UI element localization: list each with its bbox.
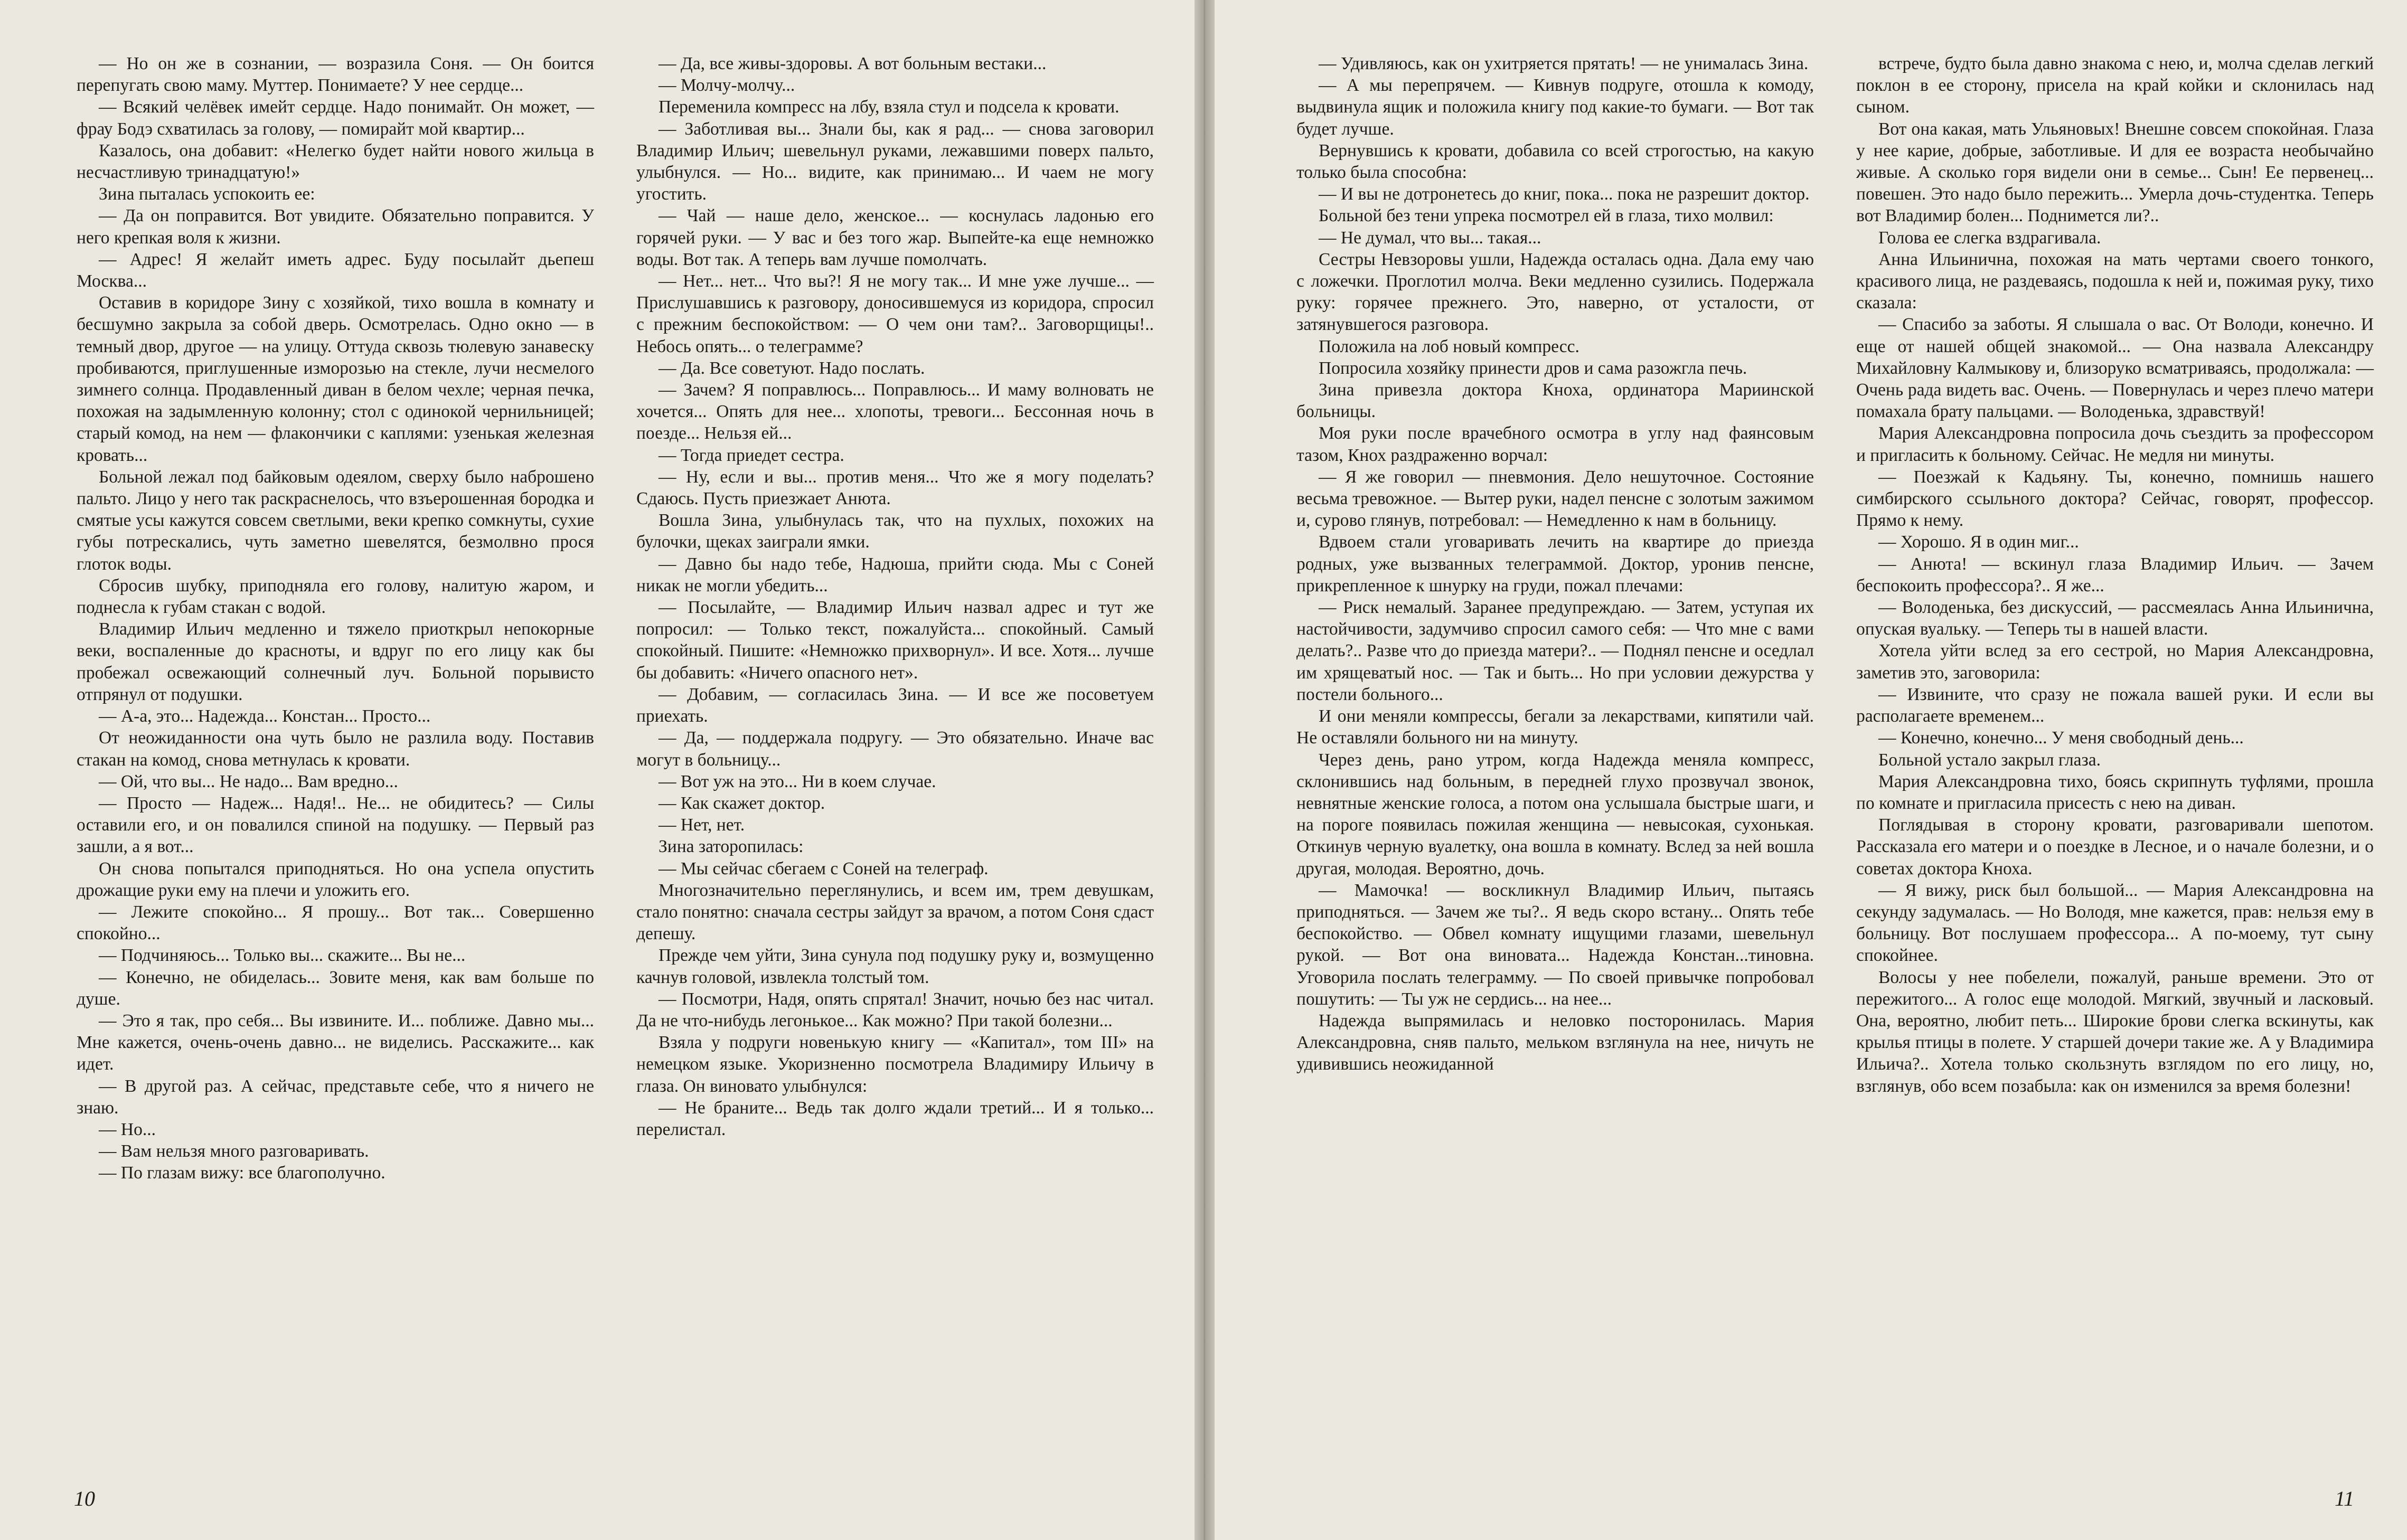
paragraph: — Спасибо за заботы. Я слышала о вас. От Володи, конечно. И еще от нашей общей знакомой... — Она назвала Александру Михайловну Калмыкову и, близоруко всматриваясь, продолжала: — Очень рада видеть вас. Очень. — Повернулась и через плечо матери помахала брату пальцами. — Володенька, здравствуй!	[1856, 315, 2374, 422]
paragraph: Он снова попытался приподняться. Но она успела опустить дрожащие руки ему на плечи и уложить его.	[77, 858, 594, 900]
paragraph: — По глазам вижу: все благополучно.	[99, 1163, 386, 1183]
paragraph: Больной лежал под байковым одеялом, сверху было наброшено пальто. Лицо у него так раскраснелось, что взъерошенная бородка и смятые усы кажутся совсем светлыми, веки крепко сомкнуты, сухие губы потрескались, чуть заметно шевелятся, безмолвно прося глоток воды.	[77, 467, 594, 574]
right-page-column-2	[1856, 53, 2374, 1097]
paragraph: Мария Александровна попросила дочь съездить за профессором и пригласить к больному. Сейчас. Не медля ни минуты.	[1856, 423, 2374, 465]
paragraph: Вдвоем стали уговаривать лечить на квартире до приезда родных, уже вызванных телеграммой. Доктор, уронив пенсне, прикрепленное к шнурку на груди, пожал плечами:	[1296, 532, 1814, 596]
paragraph: Зина пыталась успокоить ее:	[99, 184, 315, 204]
paragraph: — Поезжай к Кадьяну. Ты, конечно, помнишь нашего симбирского ссыльного доктора? Сейчас, говорят, профессор. Прямо к нему.	[1856, 467, 2374, 531]
paragraph: — Нет... нет... Что вы?! Я не могу так... И мне уже лучше... — Прислушавшись к разговору, доносившемуся из коридора, спросил с прежним беспокойством: — О чем они там?.. Заговорщицы!.. Небось опять... о телеграмме?	[636, 271, 1154, 356]
paragraph: — Мамочка! — воскликнул Владимир Ильич, пытаясь приподняться. — Зачем же ты?.. Я ведь скоро встану... Опять тебе беспокойство. — Обвел комнату ищущими глазами, шевельнул рукой. — Вот она виновата... Надежда Констан...тиновна. Уговорила послать телеграмму. — По своей привычке попробовал пошутить: — Ты уж не сердись... на нее...	[1296, 880, 1814, 1009]
paragraph: Оставив в коридоре Зину с хозяйкой, тихо вошла в комнату и бесшумно закрыла за собой дверь. Осмотрелась. Одно окно — в темный двор, другое — на улицу. Оттуда сквозь тюлевую занавеску пробиваются, приглушенные изморозью на стекле, лучи несмелого зимнего солнца. Продавленный диван в белом чехле; черная печка, похожая на задымленную колонну; стол с одинокой чернильницей; старый комод, на нем — флакончики с каплями: узенькая железная кровать...	[77, 293, 594, 465]
paragraph: Попросила хозяйку принести дров и сама разожгла печь.	[1319, 358, 1747, 378]
paragraph: — Всякий челёвек имейт сердце. Надо понимайт. Он может, — фрау Бодэ схватилась за голову, — помирайт мой квартир...	[77, 97, 594, 139]
paragraph: Волосы у нее побелели, пожалуй, раньше времени. Это от пережитого... А голос еще молодой. Мягкий, звучный и ласковый. Она, вероятно, любит петь... Широкие брови слегка вскинуты, как крылья птицы в полете. У старшей дочери такие же. А у Владимира Ильича?.. Хотела только скользнуть взглядом по его лицу, но, взглянув, обо всем позабыла: как он изменился за время болезни!	[1856, 967, 2374, 1096]
paragraph: — Вам нельзя много разговаривать.	[99, 1141, 369, 1161]
paragraph: Через день, рано утром, когда Надежда меняла компресс, склонившись над больным, в передней глухо прозвучал звонок, невнятные женские голоса, а потом она услышала быстрые шаги, и на пороге появилась пожилая женщина — невысокая, сухонькая. Откинув черную вуалетку, она вошла в комнату. Вслед за ней вошла другая, молодая. Вероятно, дочь.	[1296, 750, 1814, 878]
paragraph: — Но...	[99, 1119, 156, 1139]
paragraph: — Я вижу, риск был большой... — Мария Александровна на секунду задумалась. — Но Володя, мне кажется, прав: нельзя ему в больницу. Вот послушаем профессора... А по-моему, тут сыну спокойнее.	[1856, 880, 2374, 966]
paragraph: — Мы сейчас сбегаем с Соней на телеграф.	[659, 858, 989, 878]
paragraph: — Удивляюсь, как он ухитряется прятать! — не унималась Зина.	[1319, 54, 1809, 73]
paragraph: — Не браните... Ведь так долго ждали третий... И я только... перелистал.	[636, 1098, 1154, 1139]
paragraph: Сестры Невзоровы ушли, Надежда осталась одна. Дала ему чаю с ложечки. Проглотил молча. Веки медленно сузились. Подержала руку: горячее прежнего. Это, наверно, от усталости, от затянувшегося разговора.	[1296, 249, 1814, 335]
paragraph: — Да, все живы-здоровы. А вот больным вестаки...	[659, 54, 1047, 73]
paragraph: — Просто — Надеж... Надя!.. Не... не обидитесь? — Силы оставили его, и он повалился спиной на подушку. — Первый раз зашли, а я вот...	[77, 793, 594, 857]
paragraph: — Да, — поддержала подругу. — Это обязательно. Иначе вас могут в больницу...	[636, 728, 1154, 770]
paragraph: Больной без тени упрека посмотрел ей в глаза, тихо молвил:	[1319, 206, 1774, 226]
paragraph: Положила на лоб новый компресс.	[1319, 336, 1579, 356]
paragraph: — Лежите спокойно... Я прошу... Вот так... Совершенно спокойно...	[77, 902, 594, 944]
paragraph: — Конечно, конечно... У меня свободный день...	[1878, 728, 2244, 748]
paragraph: — Посылайте, — Владимир Ильич назвал адрес и тут же попросил: — Только текст, пожалуйста... спокойный. Самый спокойный. Пишите: «Немножко прихворнул». И все. Хотя... лучше бы добавить: «Ничего опасного нет».	[636, 598, 1154, 683]
paragraph: — А-а, это... Надежда... Констан... Просто...	[99, 706, 431, 726]
paragraph: — Не думал, что вы... такая...	[1319, 228, 1541, 248]
paragraph: — Адрес! Я желайт иметь адрес. Буду посылайт дьепеш Москва...	[77, 249, 594, 291]
paragraph: — Ой, что вы... Не надо... Вам вредно...	[99, 771, 398, 791]
paragraph: — Заботливая вы... Знали бы, как я рад... — снова заговорил Владимир Ильич; шевельнул руками, лежавшими поверх пальто, улыбнулся. — Но... видите, как принимаю... И чаем не могу угостить.	[636, 119, 1154, 204]
paragraph: Мария Александровна тихо, боясь скрипнуть туфлями, прошла по комнате и пригласила присесть с нею на диван.	[1856, 771, 2374, 813]
paragraph: Вернувшись к кровати, добавила со всей строгостью, на какую только была способна:	[1296, 140, 1814, 183]
paragraph: Вошла Зина, улыбнулась так, что на пухлых, похожих на булочки, щеках заиграли ямки.	[636, 511, 1154, 552]
paragraph: — Да. Все советуют. Надо послать.	[659, 358, 925, 378]
paragraph: — Молчу-молчу...	[659, 75, 795, 96]
left-page-number: 10	[74, 1487, 95, 1510]
left-page-column-2	[636, 53, 1154, 1140]
paragraph: Поглядывая в сторону кровати, разговаривали шепотом. Рассказала его матери и о поездке в Лесное, и о начале болезни, и о советах доктора Кноха.	[1856, 815, 2374, 878]
paragraph: Больной устало закрыл глаза.	[1878, 750, 2101, 770]
book-gutter	[1195, 0, 1215, 1540]
paragraph: Переменила компресс на лбу, взяла стул и подсела к кровати.	[659, 97, 1120, 117]
paragraph: — И вы не дотронетесь до книг, пока... пока не разрешит доктор.	[1319, 184, 1810, 204]
paragraph: — Риск немалый. Заранее предупреждаю. — Затем, уступая их настойчивости, задумчиво спросил самого себя: — Что мне с вами делать?.. Разве что до приезда матери?.. — Поднял пенсне и оседлал им хрящеватый нос. — Так и быть... Но при условии дежурства у постели больного...	[1296, 598, 1814, 704]
paragraph: Многозначительно переглянулись, и всем им, трем девушкам, стало понятно: сначала сестры зайдут за врачом, а потом Соня сдаст депешу.	[636, 880, 1154, 944]
paragraph: — Тогда приедет сестра.	[659, 445, 844, 465]
paragraph: — Подчиняюсь... Только вы... скажите... Вы не...	[99, 946, 466, 966]
paragraph: — Это я так, про себя... Вы извините. И... поближе. Давно мы... Мне кажется, очень-очень давно... не виделись. Расскажите... как идет.	[77, 1010, 594, 1074]
paragraph: встрече, будто была давно знакома с нею, и, молча сделав легкий поклон в ее сторону, присела на край койки и склонилась над сыном.	[1856, 54, 2374, 117]
paragraph: Взяла у подруги новенькую книгу — «Капитал», том III» на немецком языке. Укоризненно посмотрела Владимиру Ильичу в глаза. Он виновато улыбнулся:	[636, 1033, 1154, 1096]
left-page-column-1	[77, 53, 594, 1184]
left-page	[0, 0, 1195, 1540]
paragraph: — Володенька, без дискуссий, — рассмеялась Анна Ильинична, опуская вуальку. — Теперь ты в нашей власти.	[1856, 598, 2374, 639]
paragraph: — Зачем? Я поправлюсь... Поправлюсь... И маму волновать не хочется... Опять для нее... хлопоты, тревоги... Бессонная ночь в поезде... Нельзя ей...	[636, 380, 1154, 443]
paragraph: Прежде чем уйти, Зина сунула под подушку руку и, возмущенно качнув головой, извлекла толстый том.	[636, 946, 1154, 987]
paragraph: — Добавим, — согласилась Зина. — И все же посоветуем приехать.	[636, 684, 1154, 726]
right-page-column-1	[1296, 53, 1814, 1075]
paragraph: — Извините, что сразу не пожала вашей руки. И если вы располагаете временем...	[1856, 684, 2374, 726]
paragraph: — Анюта! — вскинул глаза Владимир Ильич. — Зачем беспокоить профессора?.. Я же...	[1856, 554, 2374, 596]
paragraph: Голова ее слегка вздрагивала.	[1878, 228, 2101, 248]
paragraph: Сбросив шубку, приподняла его голову, налитую жаром, и поднесла к губам стакан с водой.	[77, 575, 594, 618]
right-page-number: 11	[2334, 1487, 2354, 1510]
paragraph: — Как скажет доктор.	[659, 793, 825, 813]
paragraph: Моя руки после врачебного осмотра в углу над фаянсовым тазом, Кнох раздраженно ворчал:	[1296, 423, 1814, 465]
paragraph: От неожиданности она чуть было не разлила воду. Поставив стакан на комод, снова метнулась к кровати.	[77, 728, 594, 770]
paragraph: — Посмотри, Надя, опять спрятал! Значит, ночью без нас читал. Да не что-нибудь легонькое... Как можно? При такой болезни...	[636, 989, 1154, 1031]
paragraph: Надежда выпрямилась и неловко посторонилась. Мария Александровна, сняв пальто, мельком взглянула на нее, ничуть не удивившись неожиданной	[1296, 1010, 1814, 1074]
paragraph: — Вот уж на это... Ни в коем случае.	[659, 771, 936, 791]
paragraph: — Я же говорил — пневмония. Дело нешуточное. Состояние весьма тревожное. — Вытер руки, надел пенсне с золотым зажимом и, сурово глянув, потребовал: — Немедленно к нам в больницу.	[1296, 467, 1814, 531]
paragraph: Зина привезла доктора Кноха, ординатора Мариинской больницы.	[1296, 380, 1814, 422]
paragraph: Владимир Ильич медленно и тяжело приоткрыл непокорные веки, воспаленные до красноты, и вдруг по его лицу как бы пробежал освежающий солнечный луч. Больной порывисто отпрянул от подушки.	[77, 619, 594, 704]
paragraph: — А мы перепрячем. — Кивнув подруге, отошла к комоду, выдвинула ящик и положила книгу под какие-то бумаги. — Вот так будет лучше.	[1296, 75, 1814, 139]
paragraph: — Чай — наше дело, женское... — коснулась ладонью его горячей руки. — У вас и без того жар. Выпейте-ка еще немножко воды. Вот так. А теперь вам лучше помолчать.	[636, 206, 1154, 269]
paragraph: Анна Ильинична, похожая на мать чертами своего тонкого, красивого лица, не раздеваясь, подошла к ней и, пожимая руку, тихо сказала:	[1856, 249, 2374, 313]
paragraph: — Нет, нет.	[659, 815, 745, 835]
paragraph: — Давно бы надо тебе, Надюша, прийти сюда. Мы с Соней никак не могли убедить...	[636, 554, 1154, 596]
paragraph: Зина заторопилась:	[659, 837, 804, 857]
paragraph: — Да он поправится. Вот увидите. Обязательно поправится. У него крепкая воля к жизни.	[77, 206, 594, 248]
paragraph: — Конечно, не обиделась... Зовите меня, как вам больше по душе.	[77, 967, 594, 1009]
paragraph: И они меняли компрессы, бегали за лекарствами, кипятили чай. Не оставляли больного ни на минуту.	[1296, 706, 1814, 748]
paragraph: — Но он же в сознании, — возразила Соня. — Он боится перепугать свою маму. Муттер. Понимаете? У нее сердце...	[77, 54, 594, 96]
paragraph: — Хорошо. Я в один миг...	[1878, 532, 2079, 552]
paragraph: — В другой раз. А сейчас, представьте себе, что я ничего не знаю.	[77, 1076, 594, 1118]
paragraph: Казалось, она добавит: «Нелегко будет найти нового жильца в несчастливую тринадцатую!»	[77, 140, 594, 183]
paragraph: Хотела уйти вслед за его сестрой, но Мария Александровна, заметив это, заговорила:	[1856, 641, 2374, 683]
paragraph: — Ну, если и вы... против меня... Что же я могу поделать? Сдаюсь. Пусть приезжает Анюта.	[636, 467, 1154, 509]
paragraph: Вот она какая, мать Ульяновых! Внешне совсем спокойная. Глаза у нее карие, добрые, заботливые. И для ее возраста необычайно живые. А сколько горя видели они в семье... Сын! Ее первенец... повешен. Это надо было пережить... Умерла дочь-студентка. Теперь вот Владимир болен... Поднимется ли?..	[1856, 119, 2374, 226]
right-page	[1215, 0, 2407, 1540]
